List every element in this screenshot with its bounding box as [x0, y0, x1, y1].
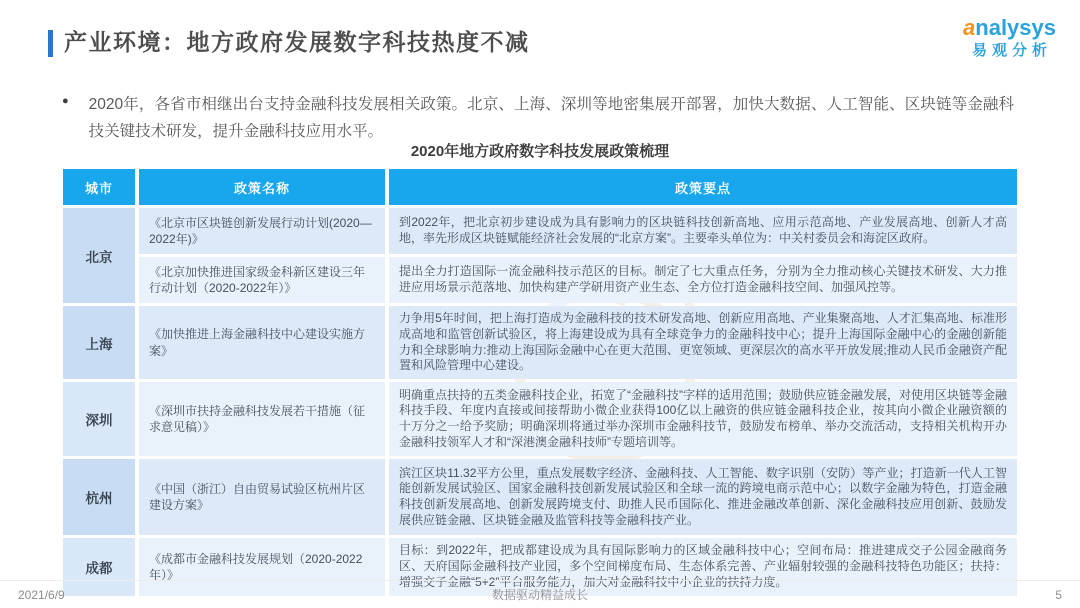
summary-bullet	[62, 91, 1014, 145]
city-cell: 深圳	[63, 382, 135, 456]
header-city: 城市	[63, 169, 135, 205]
table-row-group	[63, 459, 1017, 535]
logo-chinese-name: 易观分析	[972, 42, 1053, 60]
logo-a-swirl-icon: a	[963, 15, 976, 40]
logo-wordmark-rest: nalysys	[975, 15, 1056, 40]
table-row-group	[63, 306, 1017, 379]
policy-name-cell: 《中国（浙江）自由贸易试验区杭州片区建设方案》	[139, 459, 385, 535]
analysys-logo	[963, 16, 1056, 60]
policy-rows	[139, 382, 1017, 456]
city-cell: 上海	[63, 306, 135, 379]
city-cell: 北京	[63, 208, 135, 303]
policy-points-cell: 力争用5年时间，把上海打造成为金融科技的技术研发高地、创新应用高地、产业集聚高地、人才汇集高地、标准形成高地和监管创新试验区，将上海建设成为具有全球竞争力的金融科技中心；提升上海国际金融中心的金融创新能力和全球影响力:推动上海国际金融中心在更大范围、更宽领域、更深层次的高水平开放发展;推动人民币金融资产配置和风险管理中心建设。	[389, 306, 1017, 379]
footer-slogan: 数据驱动精益成长	[491, 588, 588, 602]
slide-header	[48, 28, 530, 58]
policy-name-cell: 《北京市区块链创新发展行动计划(2020—2022年)》	[139, 208, 385, 254]
policy-points-cell: 滨江区块11.32平方公里，重点发展数字经济、金融科技、人工智能、数字识别（安防）等产业；打造新一代人工智能创新发展试验区、国家金融科技创新发展试验区和全球一流的跨境电商示范中心；以数字金融为特色，打造金融科技创新发展高地、创新发展跨境支付、助推人民币国际化、推进金融改革创新、深化金融科技应用创新、鼓励发展供应链金融、区块链金融及监管科技等金融科技产业。	[389, 459, 1017, 535]
logo-wordmark	[963, 16, 1056, 40]
header-policy-name: 政策名称	[139, 169, 385, 205]
table-row-group	[63, 208, 1017, 303]
policy-points-cell: 提出全力打造国际一流金融科技示范区的目标。制定了七大重点任务，分别为全力推动核心关键技术研发、大力推进应用场景示范落地、加快构建产学研用资产业生态、全方位打造金融科技空间、加强风控等。	[389, 257, 1017, 303]
header-policy-points: 政策要点	[389, 169, 1017, 205]
policy-row	[139, 382, 1017, 456]
policy-rows	[139, 306, 1017, 379]
summary-text: 2020年，各省市相继出台支持金融科技发展相关政策。北京、上海、深圳等地密集展开部署，加快大数据、人工智能、区块链等金融科技关键技术研发，提升金融科技应用水平。	[88, 96, 1014, 141]
footer-date: 2021/6/9	[18, 587, 65, 602]
table-body	[63, 208, 1017, 596]
policy-rows	[139, 208, 1017, 303]
policy-table	[63, 169, 1017, 596]
city-cell: 成都	[63, 538, 135, 595]
policy-row	[139, 306, 1017, 379]
table-title: 2020年地方政府数字科技发展政策梳理	[410, 143, 670, 160]
table-row-group	[63, 382, 1017, 456]
page-title: 产业环境：地方政府发展数字科技热度不减	[64, 29, 530, 55]
table-header-row	[63, 169, 1017, 205]
policy-rows	[139, 459, 1017, 535]
policy-row	[139, 459, 1017, 535]
policy-name-cell: 《深圳市扶持金融科技发展若干措施（征求意见稿）》	[139, 382, 385, 456]
city-cell: 杭州	[63, 459, 135, 535]
policy-points-cell: 明确重点扶持的五类金融科技企业，拓宽了“金融科技”字样的适用范围；鼓励供应链金融发展，对使用区块链等金融科技手段、年度内直接或间接帮助小微企业获得100亿以上融资的供应链金融科技企业，按其向小微企业融资额的十万分之一给予奖励；明确深圳将通过举办深圳市金融科技节，鼓励发布榜单、举办交流活动，支持相关机构开办金融科技领军人才和“深港澳金融科技师”专题培训等。	[389, 382, 1017, 456]
policy-name-cell: 《成都市金融科技发展规划（2020-2022年）》	[139, 538, 385, 595]
page-number: 5	[1055, 587, 1062, 602]
slide-footer	[0, 580, 1080, 608]
title-accent-bar	[48, 30, 53, 57]
policy-name-cell: 《北京加快推进国家级金科新区建设三年行动计划（2020-2022年）》	[139, 257, 385, 303]
policy-row	[139, 257, 1017, 303]
policy-row	[139, 208, 1017, 254]
policy-points-cell: 到2022年，把北京初步建设成为具有影响力的区块链科技创新高地、应用示范高地、产业发展高地、创新人才高地，率先形成区块链赋能经济社会发展的“北京方案”。主要牵头单位为：中关村委员会和海淀区政府。	[389, 208, 1017, 254]
policy-points-cell: 目标：到2022年，把成都建设成为具有国际影响力的区域金融科技中心；空间布局：推进建成交子公园金融商务区、天府国际金融科技产业园，多个空间梯度布局、生态体系完善、产业辐射较强的金融科技特色功能区；扶持：增强交子金融“5+2”平台服务能力，加大对金融科技中小企业的扶持力度。	[389, 538, 1017, 595]
bullet-icon: ●	[62, 95, 69, 107]
policy-name-cell: 《加快推进上海金融科技中心建设实施方案》	[139, 306, 385, 379]
